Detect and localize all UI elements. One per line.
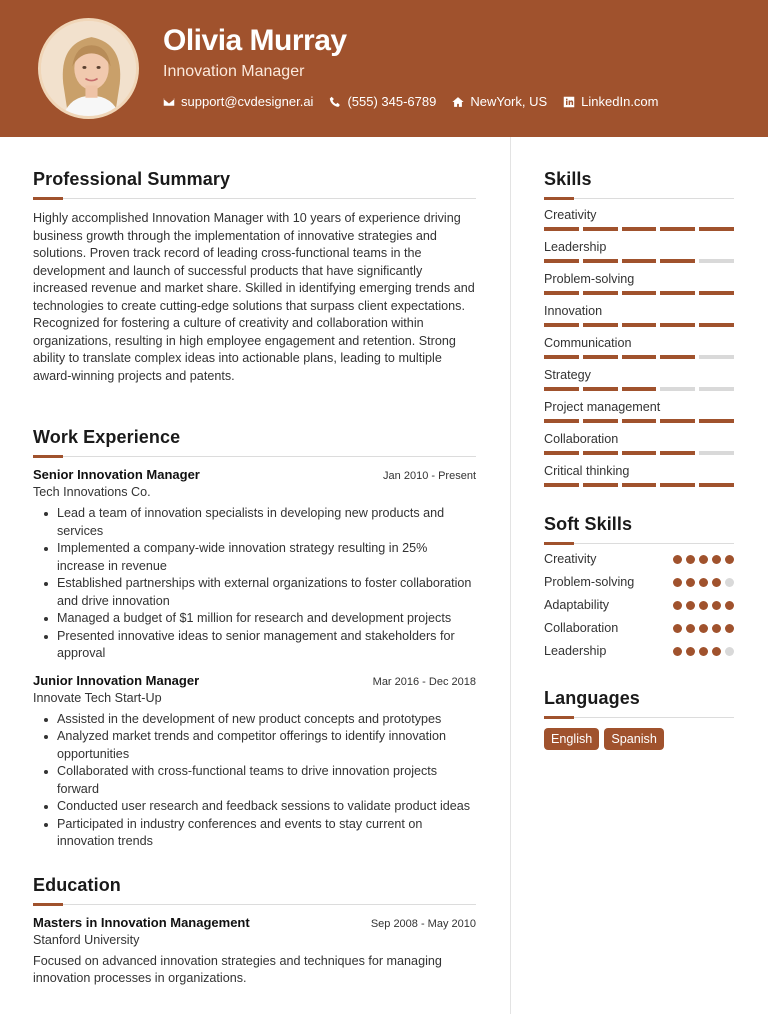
- job-bullets: [33, 711, 476, 851]
- job-date: Jan 2010 - Present: [383, 470, 476, 482]
- skills-list: [544, 208, 734, 487]
- skill-level-segment: [622, 387, 657, 391]
- job-title: Junior Innovation Manager: [33, 672, 200, 688]
- soft-skill-name: Problem-solving: [544, 575, 635, 589]
- contact-list: [163, 94, 659, 109]
- skill-level-segment: [583, 419, 618, 423]
- soft-skill-item: [544, 620, 734, 636]
- skill-level-segment: [622, 355, 657, 359]
- section-rule: [33, 198, 476, 199]
- rating-dot: [699, 624, 708, 633]
- soft-skill-item: [544, 574, 734, 590]
- soft-skill-item: [544, 597, 734, 613]
- section-title: Education: [33, 874, 121, 895]
- soft-skill-name: Adaptability: [544, 598, 610, 612]
- soft-skill-name: Leadership: [544, 644, 607, 658]
- skill-level-segment: [544, 259, 579, 263]
- skill-level-segment: [583, 355, 618, 359]
- contact-email-text: support@cvdesigner.ai: [181, 94, 314, 109]
- skill-level-bar: [544, 387, 734, 391]
- skill-level-segment: [583, 483, 618, 487]
- section-title: Skills: [544, 169, 592, 189]
- rating-dot: [712, 555, 721, 564]
- skill-item: [544, 208, 734, 231]
- bullet-item: Collaborated with cross-functional teams to drive innovation projects forward: [33, 763, 476, 798]
- home-icon: [452, 96, 464, 108]
- skill-level-bar: [544, 227, 734, 231]
- section-title: Languages: [544, 688, 640, 708]
- soft-skill-rating: [673, 601, 734, 610]
- bullet-item: Analyzed market trends and competitor offerings to identify innovation opportunities: [33, 728, 476, 763]
- job-date: Mar 2016 - Dec 2018: [372, 675, 476, 688]
- rating-dot: [712, 624, 721, 633]
- soft-skill-rating: [673, 624, 734, 633]
- rating-dot: [725, 601, 734, 610]
- skill-level-segment: [660, 483, 695, 487]
- rating-dot: [725, 647, 734, 656]
- skill-name: Problem-solving: [544, 272, 635, 286]
- skill-item: [544, 240, 734, 263]
- bullet-item: Conducted user research and feedback sessions to validate product ideas: [33, 798, 476, 816]
- skill-level-bar: [544, 419, 734, 423]
- skill-level-segment: [622, 419, 657, 423]
- contact-location: [452, 94, 547, 109]
- skill-name: Strategy: [544, 368, 591, 382]
- skill-level-segment: [583, 323, 618, 327]
- job-bullets: [33, 505, 476, 663]
- skill-level-bar: [544, 483, 734, 487]
- language-badge: English: [544, 728, 599, 750]
- soft-skill-item: [544, 551, 734, 567]
- skill-level-segment: [622, 259, 657, 263]
- section-rule: [33, 456, 476, 457]
- skill-item: [544, 304, 734, 327]
- skill-item: [544, 400, 734, 423]
- rating-dot: [673, 578, 682, 587]
- rating-dot: [712, 647, 721, 656]
- skill-name: Project management: [544, 400, 661, 414]
- skill-level-segment: [699, 483, 734, 487]
- skill-level-segment: [699, 291, 734, 295]
- skills-section: [544, 169, 734, 487]
- education-description: Focused on advanced innovation strategies and techniques for managing innovation processes in organizations.: [33, 953, 442, 985]
- skill-name: Creativity: [544, 208, 597, 222]
- skill-level-segment: [544, 323, 579, 327]
- section-title: Soft Skills: [544, 514, 633, 534]
- skill-level-segment: [660, 355, 695, 359]
- rating-dot: [725, 624, 734, 633]
- contact-linkedin[interactable]: [563, 94, 658, 109]
- phone-icon: [329, 96, 341, 108]
- skill-level-segment: [544, 419, 579, 423]
- column-divider: [510, 137, 511, 1014]
- rating-dot: [699, 578, 708, 587]
- summary-section: [33, 169, 476, 385]
- skill-level-bar: [544, 355, 734, 359]
- rating-dot: [673, 555, 682, 564]
- languages-section: [544, 688, 734, 750]
- job-title: Senior Innovation Manager: [33, 467, 200, 482]
- skill-name: Leadership: [544, 240, 607, 254]
- soft-skill-name: Creativity: [544, 552, 597, 566]
- skill-level-segment: [544, 387, 579, 391]
- section-rule: [544, 543, 734, 544]
- school-name: Stanford University: [33, 932, 140, 947]
- skill-level-segment: [544, 451, 579, 455]
- bullet-item: Lead a team of innovation specialists in developing new products and services: [33, 505, 476, 540]
- soft-skills-section: [544, 514, 734, 659]
- soft-skill-name: Collaboration: [544, 621, 619, 635]
- bullet-item: Participated in industry conferences and events to stay current on innovation trends: [33, 816, 476, 851]
- candidate-role: Innovation Manager: [163, 63, 305, 80]
- rating-dot: [686, 624, 695, 633]
- soft-skill-rating: [673, 647, 734, 656]
- job-company: Innovate Tech Start-Up: [33, 690, 162, 705]
- skill-name: Critical thinking: [544, 464, 630, 478]
- skill-level-bar: [544, 259, 734, 263]
- contact-phone[interactable]: [329, 94, 436, 109]
- skill-level-segment: [544, 291, 579, 295]
- job-company: Tech Innovations Co.: [33, 485, 151, 499]
- rating-dot: [673, 601, 682, 610]
- skill-level-segment: [699, 451, 734, 455]
- skill-level-segment: [622, 483, 657, 487]
- rating-dot: [725, 578, 734, 587]
- section-rule: [544, 198, 734, 199]
- skill-name: Collaboration: [544, 432, 619, 446]
- soft-skill-rating: [673, 578, 734, 587]
- rating-dot: [686, 601, 695, 610]
- skill-level-segment: [660, 451, 695, 455]
- skill-level-bar: [544, 451, 734, 455]
- contact-linkedin-text: LinkedIn.com: [581, 94, 659, 109]
- skill-item: [544, 432, 734, 455]
- section-rule: [544, 717, 734, 718]
- rating-dot: [673, 647, 682, 656]
- linkedin-icon: [563, 96, 575, 108]
- education-section: [33, 875, 476, 988]
- rating-dot: [699, 555, 708, 564]
- skill-level-segment: [699, 387, 734, 391]
- section-title: Work Experience: [33, 427, 181, 447]
- skill-level-segment: [660, 323, 695, 327]
- skill-level-segment: [699, 419, 734, 423]
- rating-dot: [699, 647, 708, 656]
- language-list: [544, 728, 734, 750]
- skill-level-segment: [622, 227, 657, 231]
- rating-dot: [712, 578, 721, 587]
- bullet-item: Managed a budget of $1 million for research and development projects: [33, 610, 476, 628]
- skill-item: [544, 336, 734, 359]
- rating-dot: [725, 555, 734, 564]
- main-column: [33, 169, 476, 988]
- skill-level-segment: [660, 419, 695, 423]
- job-entry: [33, 467, 476, 663]
- degree-title: Masters in Innovation Management: [33, 914, 250, 930]
- skill-level-segment: [699, 323, 734, 327]
- language-badge: Spanish: [604, 728, 664, 750]
- job-entry: [33, 673, 476, 851]
- envelope-icon: [163, 96, 175, 108]
- skill-level-segment: [660, 387, 695, 391]
- contact-location-text: NewYork, US: [470, 94, 548, 109]
- rating-dot: [686, 578, 695, 587]
- bullet-item: Assisted in the development of new product concepts and prototypes: [33, 711, 476, 729]
- summary-text: Highly accomplished Innovation Manager with 10 years of experience driving business growth through the implementation of innovative strategies and solutions. Proven track record of leading cross-functional teams in the development and launch of successful products that have significantly increased revenue and market share. Skilled in identifying emerging trends and technologies to create cutting-edge solutions that surpass client expectations. Recognized for fostering a culture of creativity and collaboration within organizations, resulting in high employee engagement and retention. Strong ability to translate complex ideas into actionable plans, leading to multiple award-winning projects and patents.: [33, 211, 475, 383]
- rating-dot: [673, 624, 682, 633]
- skill-level-segment: [544, 483, 579, 487]
- candidate-name: Olivia Murray: [163, 24, 347, 57]
- skill-level-segment: [622, 451, 657, 455]
- skill-level-segment: [660, 227, 695, 231]
- skill-level-segment: [699, 259, 734, 263]
- skill-level-segment: [583, 387, 618, 391]
- section-rule: [33, 904, 476, 905]
- rating-dot: [686, 555, 695, 564]
- section-title: Professional Summary: [33, 169, 231, 189]
- soft-skill-item: [544, 643, 734, 659]
- experience-section: [33, 427, 476, 851]
- skill-level-segment: [583, 227, 618, 231]
- skill-level-segment: [660, 259, 695, 263]
- rating-dot: [699, 601, 708, 610]
- skill-name: Communication: [544, 336, 632, 350]
- skill-level-segment: [583, 259, 618, 263]
- skill-level-segment: [583, 451, 618, 455]
- soft-skill-rating: [673, 555, 734, 564]
- skill-level-bar: [544, 323, 734, 327]
- bullet-item: Presented innovative ideas to senior management and stakeholders for approval: [33, 628, 476, 663]
- soft-skills-list: [544, 551, 734, 659]
- rating-dot: [686, 647, 695, 656]
- skill-level-segment: [544, 227, 579, 231]
- resume-header: [0, 0, 768, 137]
- bullet-item: Established partnerships with external organizations to foster collaboration and drive innovation: [33, 575, 476, 610]
- contact-phone-text: (555) 345-6789: [347, 94, 437, 109]
- skill-level-segment: [622, 291, 657, 295]
- rating-dot: [712, 601, 721, 610]
- education-entry: [33, 915, 476, 988]
- skill-level-segment: [544, 355, 579, 359]
- skill-level-segment: [583, 291, 618, 295]
- skill-item: [544, 368, 734, 391]
- portrait-image: [41, 21, 139, 119]
- skill-level-bar: [544, 291, 734, 295]
- skill-level-segment: [699, 355, 734, 359]
- skill-level-segment: [660, 291, 695, 295]
- skill-name: Innovation: [544, 304, 603, 318]
- education-date: Sep 2008 - May 2010: [370, 917, 476, 930]
- avatar: [38, 18, 139, 119]
- skill-level-segment: [622, 323, 657, 327]
- contact-email[interactable]: [163, 94, 313, 109]
- skill-level-segment: [699, 227, 734, 231]
- sidebar-column: [544, 169, 734, 750]
- bullet-item: Implemented a company-wide innovation strategy resulting in 25% increase in revenue: [33, 540, 476, 575]
- skill-item: [544, 272, 734, 295]
- skill-item: [544, 464, 734, 487]
